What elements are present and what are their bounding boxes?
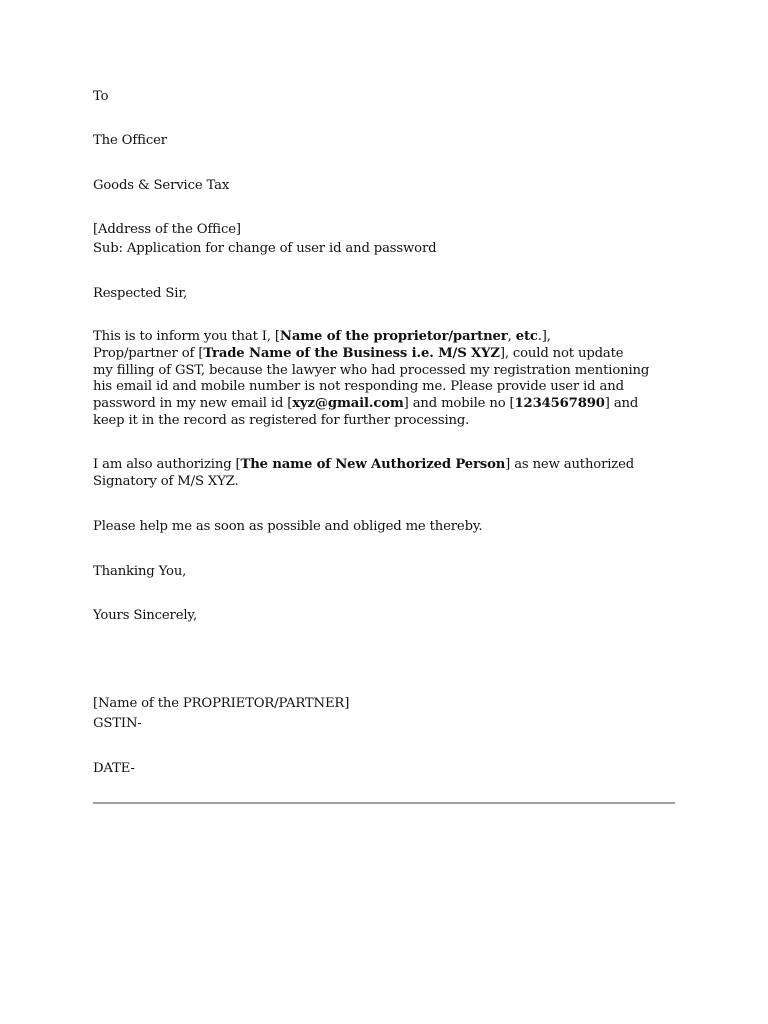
body-paragraph-1-line-4: his email id and mobile number is not responding me. Please provide user id and [93, 379, 624, 395]
text-segment: .], [537, 329, 551, 344]
department-name: Goods & Service Tax [93, 178, 230, 193]
text-segment: ] as new authorized [505, 457, 635, 472]
body-paragraph-2-line-2: Signatory of M/S XYZ. [93, 473, 239, 489]
salutation: Respected Sir, [93, 286, 188, 301]
closing-line: Yours Sincerely, [93, 608, 198, 623]
proprietor-name-placeholder: Name of the proprietor/partner [279, 329, 508, 344]
etc-text: etc [515, 329, 538, 344]
text-segment: I am also authorizing [ [93, 457, 241, 472]
office-address-placeholder: [Address of the Office] [93, 222, 241, 237]
to-line: To [93, 89, 109, 104]
body-paragraph-1 [93, 329, 693, 430]
email-placeholder: xyz@gmail.com [292, 396, 404, 412]
thanks-line: Thanking You, [93, 564, 187, 579]
body-paragraph-1-line-1 [93, 329, 693, 346]
body-paragraph-3: Please help me as soon as possible and obliged me thereby. [93, 519, 483, 534]
gstin-line: GSTIN- [93, 716, 142, 731]
body-paragraph-1-line-5 [93, 396, 693, 413]
text-segment: ] and mobile no [ [403, 396, 515, 412]
text-segment: Prop/partner of [ [93, 345, 204, 361]
text-segment: This is to inform you that I, [ [93, 329, 280, 344]
trade-name-placeholder: Trade Name of the Business i.e. M/S XYZ [203, 345, 500, 361]
authorized-person-placeholder: The name of New Authorized Person [240, 457, 506, 472]
subject-line: Sub: Application for change of user id and password [93, 241, 437, 256]
signatory-name-placeholder: [Name of the PROPRIETOR/PARTNER] [93, 696, 350, 711]
text-segment: , [507, 329, 516, 344]
text-segment: password in my new email id [ [93, 396, 293, 412]
text-segment: ], could not update [499, 345, 624, 361]
body-paragraph-2 [93, 457, 693, 491]
date-line: DATE- [93, 761, 135, 776]
horizontal-rule [93, 802, 675, 804]
text-segment: ] and [604, 396, 639, 412]
recipient-title: The Officer [93, 133, 167, 148]
mobile-number-placeholder: 1234567890 [514, 396, 605, 412]
body-paragraph-1-line-2 [93, 346, 693, 363]
body-paragraph-2-line-1 [93, 457, 693, 474]
body-paragraph-1-line-6: keep it in the record as registered for further processing. [93, 412, 470, 428]
body-paragraph-1-line-3: my filling of GST, because the lawyer who had processed my registration mentioning [93, 362, 650, 378]
